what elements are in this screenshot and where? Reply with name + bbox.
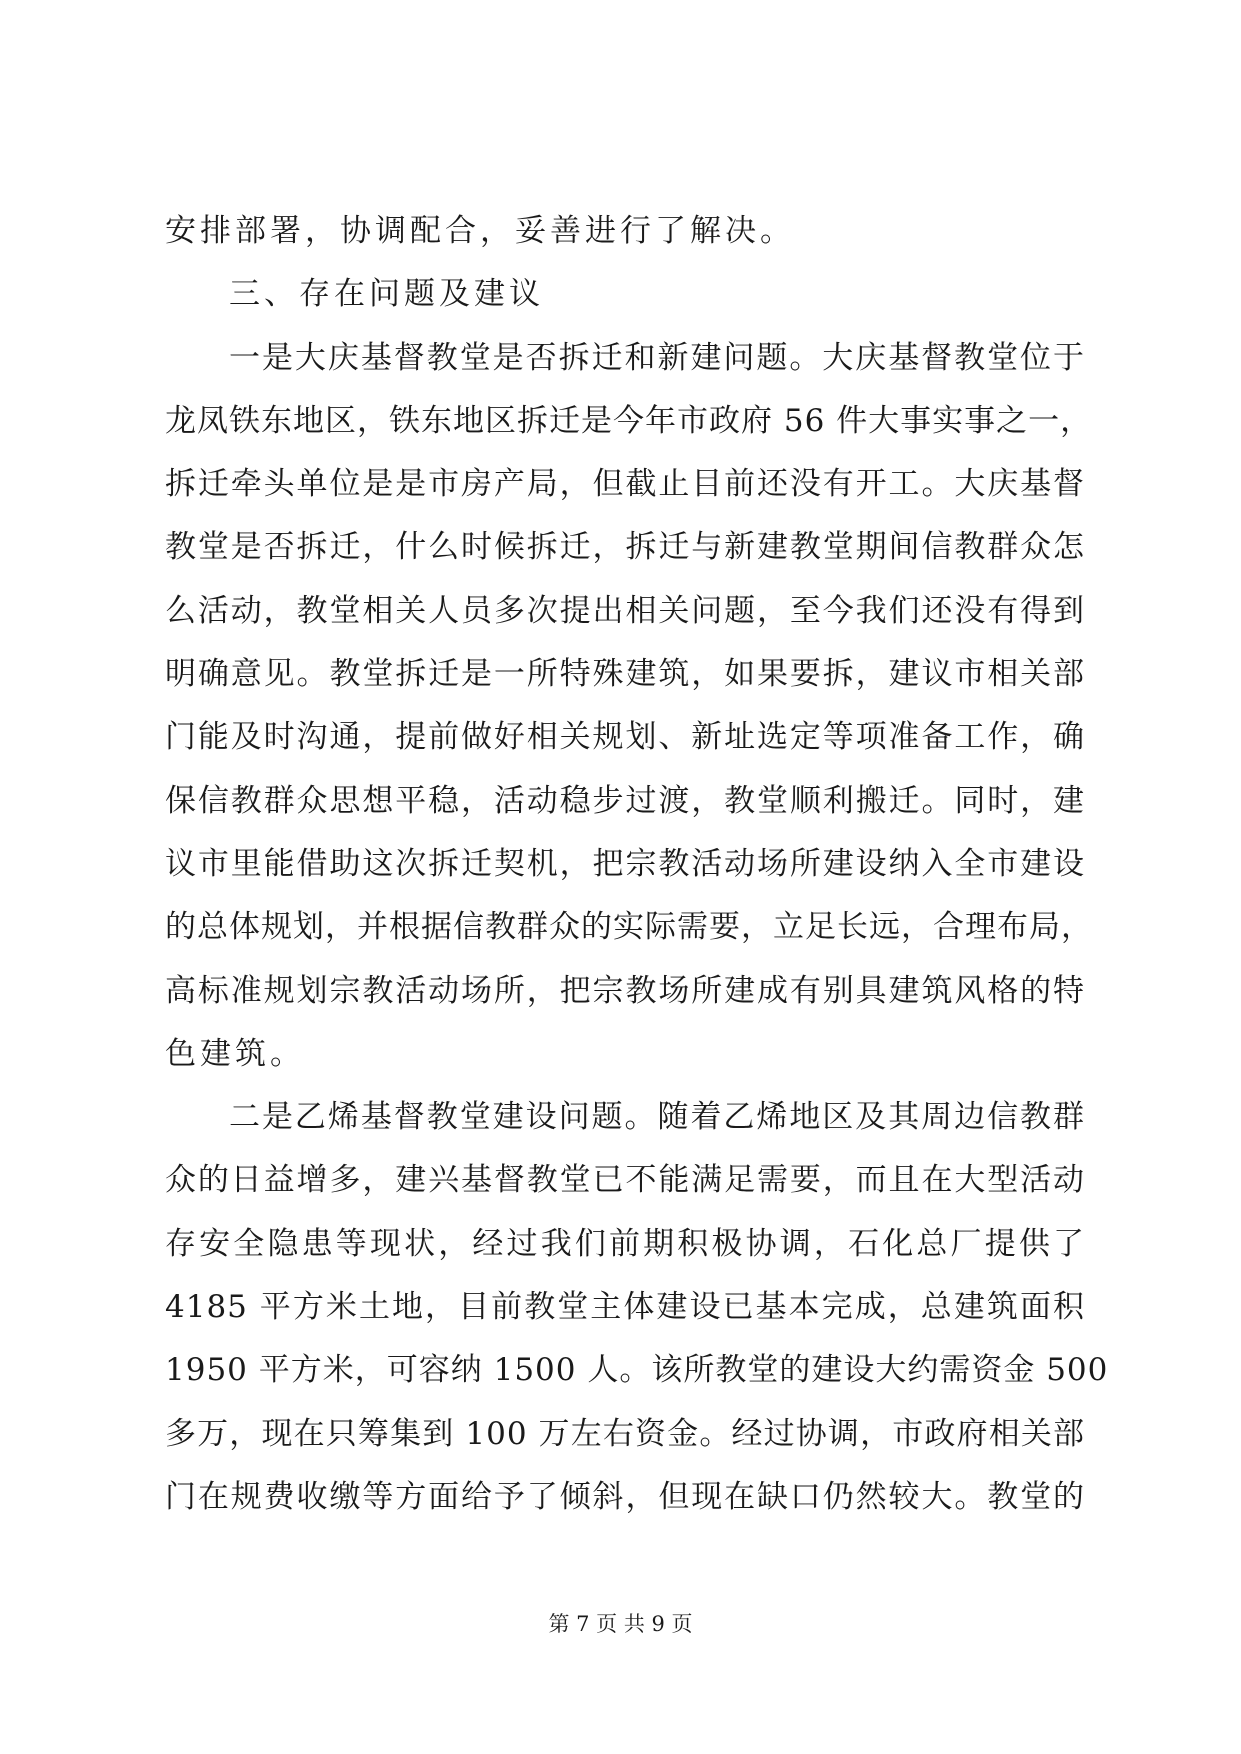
text-line: 么活动，教堂相关人员多次提出相关问题，至今我们还没有得到 — [165, 592, 1085, 629]
text-line: 明确意见。教堂拆迁是一所特殊建筑，如果要拆，建议市相关部 — [165, 656, 1085, 693]
text-line: 4185 平方米土地，目前教堂主体建设已基本完成，总建筑面积 — [165, 1289, 1085, 1326]
text-line: 高标准规划宗教活动场所，把宗教场所建成有别具建筑风格的特 — [165, 972, 1085, 1009]
text-line: 议市里能借助这次拆迁契机，把宗教活动场所建设纳入全市建设 — [165, 845, 1085, 882]
text-line: 多万，现在只筹集到 100 万左右资金。经过协调，市政府相关部 — [165, 1415, 1085, 1452]
text-line: 门能及时沟通，提前做好相关规划、新址选定等项准备工作，确 — [165, 719, 1085, 756]
text-line: 教堂是否拆迁，什么时候拆迁，拆迁与新建教堂期间信教群众怎 — [165, 529, 1085, 566]
text-line: 二是乙烯基督教堂建设问题。随着乙烯地区及其周边信教群 — [229, 1099, 1085, 1136]
text-line: 的总体规划，并根据信教群众的实际需要，立足长远，合理布局， — [165, 909, 1093, 946]
text-line: 色建筑。 — [165, 1035, 305, 1072]
text-line: 拆迁牵头单位是是市房产局，但截止目前还没有开工。大庆基督 — [165, 466, 1085, 503]
document-body — [165, 200, 1109, 1529]
text-line: 门在规费收缴等方面给予了倾斜，但现在缺口仍然较大。教堂的 — [165, 1478, 1085, 1515]
section-heading: 三、存在问题及建议 — [229, 276, 544, 313]
text-line: 1950 平方米，可容纳 1500 人。该所教堂的建设大约需资金 500 — [165, 1352, 1109, 1389]
text-line: 众的日益增多，建兴基督教堂已不能满足需要，而且在大型活动 — [165, 1162, 1085, 1199]
text-line: 保信教群众思想平稳，活动稳步过渡，教堂顺利搬迁。同时，建 — [165, 782, 1085, 819]
text-line: 安排部署，协调配合，妥善进行了解决。 — [165, 213, 795, 249]
text-line: 一是大庆基督教堂是否拆迁和新建问题。大庆基督教堂位于 — [229, 339, 1085, 376]
page-number-footer: 第 7 页 共 9 页 — [548, 1612, 693, 1636]
text-line: 龙凤铁东地区，铁东地区拆迁是今年市政府 56 件大事实事之一， — [165, 402, 1093, 439]
text-line: 存安全隐患等现状，经过我们前期积极协调，石化总厂提供了 — [165, 1225, 1085, 1262]
